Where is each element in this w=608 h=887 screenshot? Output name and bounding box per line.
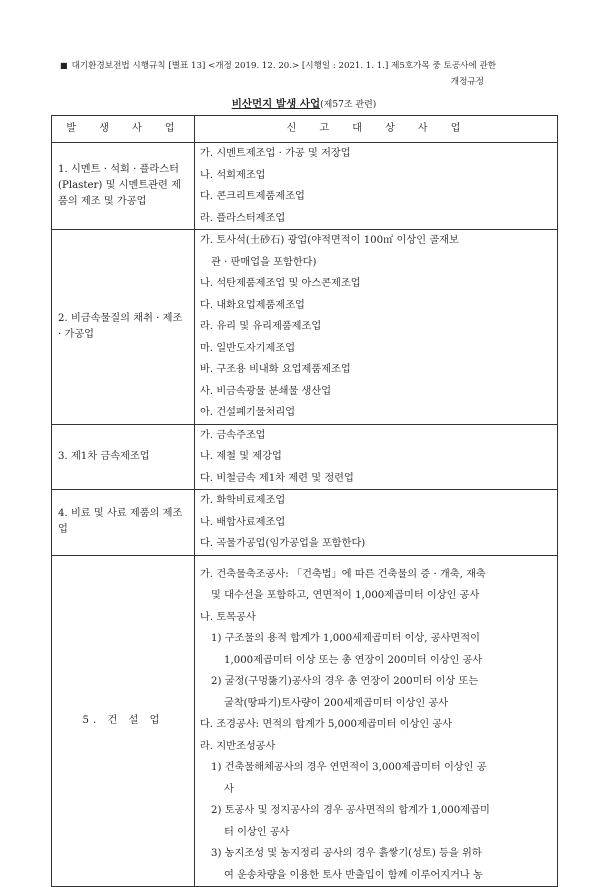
items-cell xyxy=(195,230,558,425)
list-item: 사. 비금속광물 분쇄물 생산업 xyxy=(200,385,332,397)
sub-item: 2) 굴정(구멍뚫기)공사의 경우 총 연장이 200미터 이상 또는 xyxy=(211,676,479,687)
sub-item-continuation: 여 운송차량을 이용한 토사 반출입이 함께 이루어지거나 농 xyxy=(224,869,483,881)
list-item: 가. 건축물축조공사: 「건축법」에 따른 건축물의 증 · 개축, 재축 xyxy=(200,568,486,580)
document-title xyxy=(0,96,608,111)
list-item: 다. 비철금속 제1차 제련 및 정련업 xyxy=(200,472,354,484)
list-item: 다. 내화요업제품제조업 xyxy=(200,299,305,311)
category-cell: 3. 제1차 금속제조업 xyxy=(52,424,195,490)
list-item: 나. 배합사료제조업 xyxy=(200,516,286,528)
sub-item: 1) 건축물해체공사의 경우 연면적이 3,000제곱미터 이상인 공 xyxy=(211,762,487,773)
col-header-report-target: 신 고 대 상 사 업 xyxy=(195,116,558,143)
list-item: 나. 토목공사 xyxy=(200,611,256,623)
header-text: 대기환경보전법 시행규칙 [별표 13] <개정 2019. 12. 20.> [시행일 : 2021. 1. 1.] 제5호가목 중 토공사에 관한 xyxy=(71,61,497,71)
list-item: 라. 지반조성공사 xyxy=(200,740,276,752)
sub-item-continuation: 터 이상인 공사 xyxy=(224,826,290,838)
sub-item-continuation: 굴착(땅파기)토사량이 200세제곱미터 이상인 공사 xyxy=(224,697,449,709)
list-item: 라. 유리 및 유리제품제조업 xyxy=(200,321,322,332)
table-row xyxy=(52,555,558,887)
items-cell xyxy=(195,490,558,556)
category-cell: 1. 시멘트 · 석회 · 플라스터(Plaster) 및 시멘트관련 제품의 제조 및 가공업 xyxy=(52,143,195,230)
sub-item-continuation: 1,000제곱미터 이상 또는 총 연장이 200미터 이상인 공사 xyxy=(224,654,483,666)
list-item: 가. 시멘트제조업 · 가공 및 저장업 xyxy=(200,148,351,159)
items-cell xyxy=(195,424,558,490)
header-line-1 xyxy=(60,58,550,74)
sub-item-continuation: 사 xyxy=(224,783,234,795)
list-item: 다. 조경공사: 면적의 합계가 5,000제곱미터 이상인 공사 xyxy=(200,719,453,730)
sub-item: 1) 구조물의 용적 합계가 1,000세제곱미터 이상, 공사면적이 xyxy=(211,633,480,644)
list-item: 아. 건설폐기물처리업 xyxy=(200,407,296,418)
items-cell xyxy=(195,143,558,230)
list-item: 가. 화학비료제조업 xyxy=(200,495,286,506)
document-header xyxy=(60,58,550,90)
table-row xyxy=(52,424,558,490)
col-header-business: 발 생 사 업 xyxy=(52,116,195,143)
list-item: 나. 석회제조업 xyxy=(200,169,266,181)
list-item: 마. 일반도자기제조업 xyxy=(200,342,296,354)
list-item: 다. 곡물가공업(임가공업을 포함한다) xyxy=(200,538,366,549)
table-row xyxy=(52,490,558,556)
list-item: 다. 콘크리트제품제조업 xyxy=(200,191,305,202)
table-row xyxy=(52,143,558,230)
items-cell xyxy=(195,555,558,887)
title-sub: (제57조 관련) xyxy=(320,100,377,110)
sub-item: 2) 토공사 및 정지공사의 경우 공사면적의 합계가 1,000제곱미 xyxy=(211,805,490,816)
title-main: 비산먼지 발생 사업 xyxy=(231,98,321,110)
table-header-row xyxy=(52,116,558,143)
list-item: 라. 플라스터제조업 xyxy=(200,212,286,224)
list-item: 바. 구조용 비내화 요업제품제조업 xyxy=(200,364,351,375)
category-cell: 4. 비료 및 사료 제품의 제조업 xyxy=(52,490,195,556)
list-item: 나. 제철 및 제강업 xyxy=(200,451,282,462)
square-bullet-icon: ■ xyxy=(60,61,68,70)
business-table xyxy=(51,115,558,887)
sub-item: 3) 농지조성 및 농지정리 공사의 경우 흙쌓기(성토) 등을 위하 xyxy=(211,848,482,859)
list-item: 가. 토사석(土砂石) 광업(야적면적이 100㎡ 이상인 골재보 xyxy=(200,235,459,246)
table-row xyxy=(52,230,558,425)
list-item-continuation: 관 · 판매업을 포함한다) xyxy=(211,256,317,268)
category-cell: 5. 건 설 업 xyxy=(52,555,195,887)
list-item: 나. 석탄제품제조업 및 아스콘제조업 xyxy=(200,278,361,289)
list-item: 가. 금속주조업 xyxy=(200,429,266,441)
header-line-2: 개정규정 xyxy=(450,77,484,87)
category-cell: 2. 비금속물질의 채취 · 제조 · 가공업 xyxy=(52,230,195,425)
list-item-continuation: 및 대수선을 포함하고, 연면적이 1,000제곱미터 이상인 공사 xyxy=(211,590,480,601)
